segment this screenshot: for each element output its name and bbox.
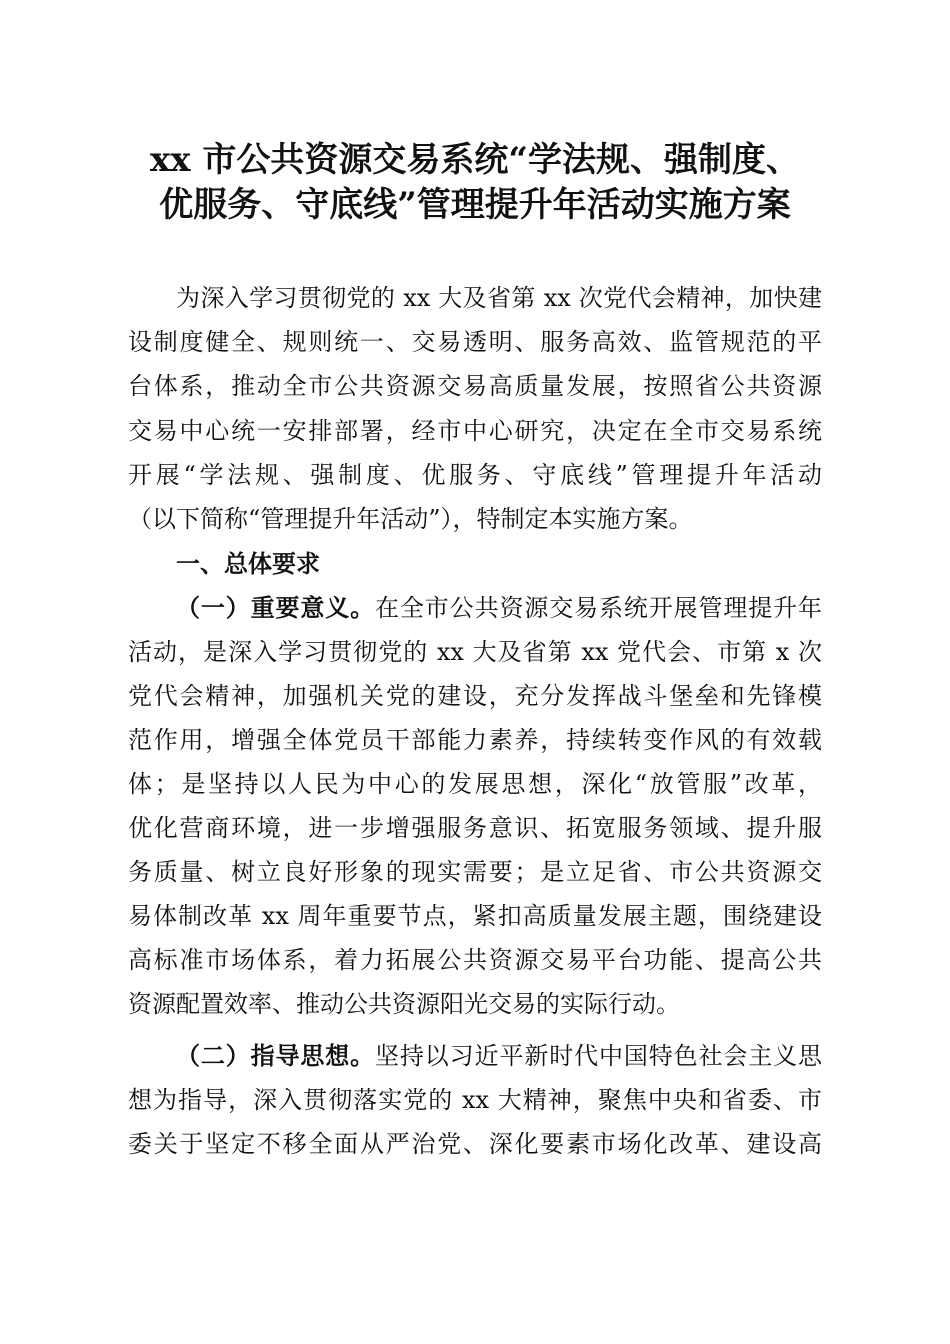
subheading: （一）重要意义。 (176, 593, 376, 622)
text-line: 资源配置效率、推动公共资源阳光交易的实际行动。 (128, 990, 680, 1018)
text-line: 委关于坚定不移全面从严治党、深化要素市场化改革、建设高 (128, 1130, 822, 1158)
title-line: 优服务、守底线”管理提升年活动实施方案 (159, 185, 791, 225)
text-line: 高标准市场体系，着力拓展公共资源交易平台功能、提高公共 (128, 946, 822, 974)
text-span: 在全市公共资源交易系统开展管理提升年 (375, 594, 823, 622)
title-line: xx 市公共资源交易系统“学法规、强制度、 (150, 140, 800, 180)
text-line (176, 1034, 822, 1078)
text-line: 开展“学法规、强制度、优服务、守底线”管理提升年活动 (128, 461, 822, 489)
text-line: 范作用，增强全体党员干部能力素养，持续转变作风的有效载 (128, 726, 822, 754)
text-line: 交易中心统一安排部署，经市中心研究，决定在全市交易系统 (128, 417, 822, 445)
text-line: 务质量、树立良好形象的现实需要；是立足省、市公共资源交 (128, 858, 822, 886)
text-line: 优化营商环境，进一步增强服务意识、拓宽服务领域、提升服 (128, 814, 822, 842)
text-line (176, 586, 822, 630)
text-line: 台体系，推动全市公共资源交易高质量发展，按照省公共资源 (128, 372, 822, 400)
text-line: 为深入学习贯彻党的 xx 大及省第 xx 次党代会精神，加快建 (176, 284, 822, 312)
text-line: （以下简称“管理提升年活动”），特制定本实施方案。 (128, 505, 693, 533)
text-line: 活动，是深入学习贯彻党的 xx 大及省第 xx 党代会、市第 x 次 (128, 638, 822, 666)
text-line: 设制度健全、规则统一、交易透明、服务高效、监管规范的平 (128, 328, 822, 356)
text-line: 体；是坚持以人民为中心的发展思想，深化“放管服”改革， (128, 770, 822, 798)
text-line: 想为指导，深入贯彻落实党的 xx 大精神，聚焦中央和省委、市 (128, 1086, 822, 1114)
section-heading: 一、总体要求 (176, 549, 320, 578)
subheading: （二）指导思想。 (176, 1041, 376, 1070)
text-line: 易体制改革 xx 周年重要节点，紧扣高质量发展主题，围绕建设 (128, 902, 822, 930)
text-line: 党代会精神，加强机关党的建设，充分发挥战斗堡垒和先锋模 (128, 682, 822, 710)
text-span: 坚持以习近平新时代中国特色社会主义思 (375, 1042, 823, 1070)
